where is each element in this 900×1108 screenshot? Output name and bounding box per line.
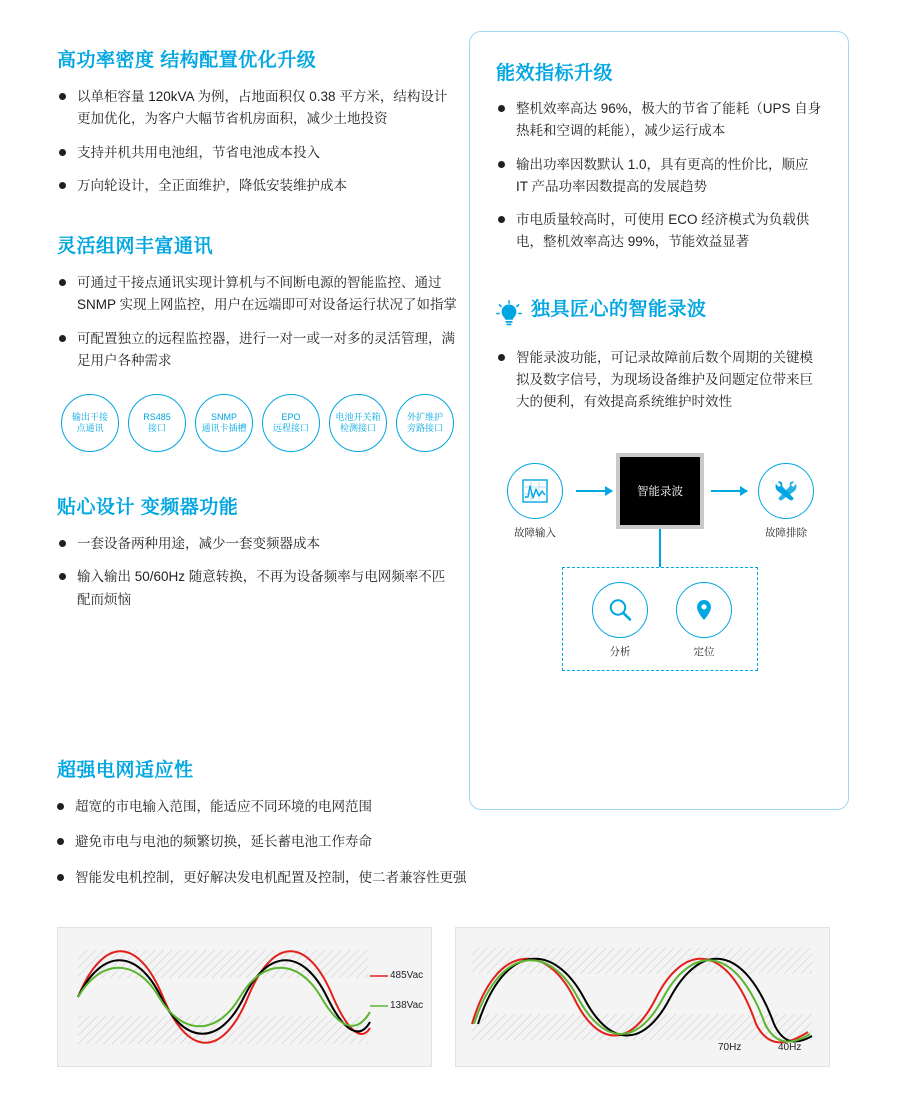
magnifier-icon <box>592 582 648 638</box>
right-panel <box>469 31 849 810</box>
list-item: 智能录波功能，可记录故障前后数个周期的关键模拟及数字信号，为现场设备维护及问题定位带来巨大的便利，有效提高系统维护时效性 <box>496 347 822 414</box>
bullet-list <box>57 796 617 889</box>
map-pin-icon <box>676 582 732 638</box>
section-title: 灵活组网丰富通讯 <box>57 236 214 258</box>
list-item: 市电质量较高时，可使用 ECO 经济模式为负载供电，整机效率高达 99%，节能效益显著 <box>496 209 822 254</box>
flow-fault-input <box>500 463 570 540</box>
flow-label: 故障输入 <box>514 527 556 540</box>
list-item: 避免市电与电池的频繁切换，延长蓄电池工作寿命 <box>57 831 617 853</box>
list-item: 输出功率因数默认 1.0，具有更高的性价比，顺应 IT 产品功率因数提高的发展趋势 <box>496 154 822 199</box>
left-column <box>57 45 457 641</box>
recorder-flow-diagram <box>496 437 822 697</box>
waveform-label-138vac: 138Vac <box>390 1000 424 1011</box>
pill-line-1: 外扩维护 <box>406 411 443 422</box>
list-item: 智能发电机控制，更好解决发电机配置及控制，使二者兼容性更强 <box>57 867 617 889</box>
waveform-chart-icon <box>507 463 563 519</box>
section-title: 高功率密度 结构配置优化升级 <box>57 50 317 71</box>
arrow-center-to-output <box>711 490 747 492</box>
waveform-label-485vac: 485Vac <box>390 970 424 981</box>
waveform-panel-frequency <box>455 927 830 1067</box>
pill-line-1: EPO <box>281 411 301 422</box>
flow-center-recorder <box>616 453 704 529</box>
list-item: 整机效率高达 96%，极大的节省了能耗（UPS 自身热耗和空调的耗能），减少运行成本 <box>496 98 822 143</box>
pill-epo <box>262 394 320 452</box>
bullet-list <box>57 86 457 197</box>
pill-battery-switch <box>329 394 387 452</box>
flow-analysis <box>585 582 655 659</box>
flow-locate <box>669 582 739 659</box>
section-flexible-network <box>57 231 457 452</box>
pill-line-2: 接口 <box>147 423 166 434</box>
pill-line-1: 输出干接 <box>71 411 108 422</box>
flow-label: 定位 <box>693 646 715 659</box>
list-item: 可配置独立的远程监控器，进行一对一或一对多的灵活管理，满足用户各种需求 <box>57 328 457 373</box>
waveform-label-40hz: 40Hz <box>778 1042 802 1053</box>
list-item: 万向轮设计，全正面维护，降低安装维护成本 <box>57 175 457 197</box>
interface-pill-row <box>61 394 457 452</box>
flow-label: 分析 <box>609 646 631 659</box>
flow-center-label: 智能录波 <box>637 486 683 499</box>
section-grid-adaptability <box>57 755 617 902</box>
pill-snmp <box>195 394 253 452</box>
list-item: 支持并机共用电池组，节省电池成本投入 <box>57 142 457 164</box>
bulb-icon <box>496 300 522 328</box>
pill-line-1: SNMP <box>210 411 237 422</box>
section-inverter-function <box>57 492 457 611</box>
pill-line-2: 点通讯 <box>76 423 104 434</box>
pill-line-2: 通讯卡插槽 <box>201 423 247 434</box>
pill-line-1: RS485 <box>143 411 171 422</box>
bullet-list-recorder <box>496 347 822 414</box>
flow-fault-resolution <box>751 463 821 540</box>
section-title: 超强电网适应性 <box>57 760 194 781</box>
pill-line-1: 电池开关箱 <box>335 411 381 422</box>
pill-rs485 <box>128 394 186 452</box>
list-item: 以单柜容量 120kVA 为例，占地面积仅 0.38 平方米，结构设计更加优化，为客户大幅节省机房面积，减少土地投资 <box>57 86 457 131</box>
tools-icon <box>758 463 814 519</box>
list-item: 一套设备两种用途，减少一套变频器成本 <box>57 533 457 555</box>
recorder-heading <box>496 294 822 334</box>
analysis-locate-group <box>562 567 758 671</box>
section-title-efficiency: 能效指标升级 <box>496 63 614 84</box>
flow-label: 故障排除 <box>765 527 807 540</box>
pill-external-bypass <box>396 394 454 452</box>
pill-line-2: 远程接口 <box>272 423 309 434</box>
section-title: 贴心设计 变频器功能 <box>57 497 239 519</box>
list-item: 可通过干接点通讯实现计算机与不间断电源的智能监控、通过 SNMP 实现上网监控，用户在远端即可对设备运行状况了如指掌 <box>57 272 457 317</box>
bullet-list <box>57 533 457 611</box>
pill-line-2: 旁路接口 <box>406 423 443 434</box>
section-title-recorder: 独具匠心的智能录波 <box>531 298 707 320</box>
connector-vertical <box>659 529 661 567</box>
bullet-list <box>57 272 457 372</box>
pill-line-2: 检测接口 <box>339 423 376 434</box>
waveform-panel-voltage <box>57 927 432 1067</box>
list-item: 输入输出 50/60Hz 随意转换，不再为设备频率与电网频率不匹配而烦恼 <box>57 566 457 611</box>
list-item: 超宽的市电输入范围，能适应不同环境的电网范围 <box>57 796 617 818</box>
arrow-input-to-center <box>576 490 612 492</box>
waveform-label-70hz: 70Hz <box>718 1042 742 1053</box>
bullet-list-efficiency <box>496 98 822 254</box>
pill-dry-contact <box>61 394 119 452</box>
section-high-power-density <box>57 45 457 197</box>
